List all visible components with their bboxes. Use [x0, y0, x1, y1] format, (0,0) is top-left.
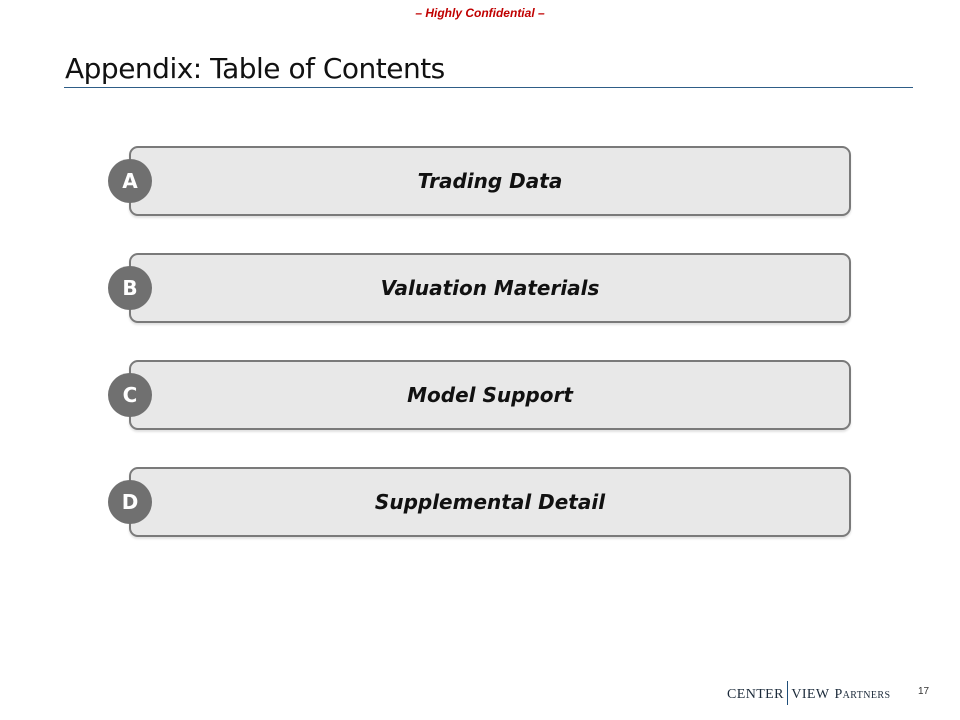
toc-item-label: Valuation Materials — [380, 276, 600, 300]
section-letter-badge: A — [108, 159, 152, 203]
section-letter-badge: C — [108, 373, 152, 417]
toc-link-supplemental-detail[interactable] — [129, 467, 851, 537]
toc-link-valuation-materials[interactable] — [129, 253, 851, 323]
logo-text-center: CENTER — [727, 687, 784, 702]
logo-text-partners: Partners — [834, 687, 891, 702]
section-letter-badge: D — [108, 480, 152, 524]
toc-item-label: Supplemental Detail — [374, 490, 606, 514]
toc-item-d — [108, 467, 853, 537]
confidential-banner: – Highly Confidential – — [415, 6, 545, 20]
toc-item-c — [108, 360, 853, 430]
title-divider — [64, 87, 913, 88]
logo-divider — [787, 681, 789, 705]
toc-item-a — [108, 146, 853, 216]
toc-item-b — [108, 253, 853, 323]
section-letter-badge: B — [108, 266, 152, 310]
toc-item-label: Model Support — [407, 383, 573, 407]
table-of-contents — [108, 146, 853, 574]
toc-item-label: Trading Data — [417, 169, 563, 193]
page-title: Appendix: Table of Contents — [65, 52, 445, 85]
toc-link-trading-data[interactable] — [129, 146, 851, 216]
page-number: 17 — [918, 686, 930, 697]
centerview-partners-logo — [727, 683, 890, 707]
toc-link-model-support[interactable] — [129, 360, 851, 430]
logo-text-view: VIEW — [791, 687, 830, 702]
